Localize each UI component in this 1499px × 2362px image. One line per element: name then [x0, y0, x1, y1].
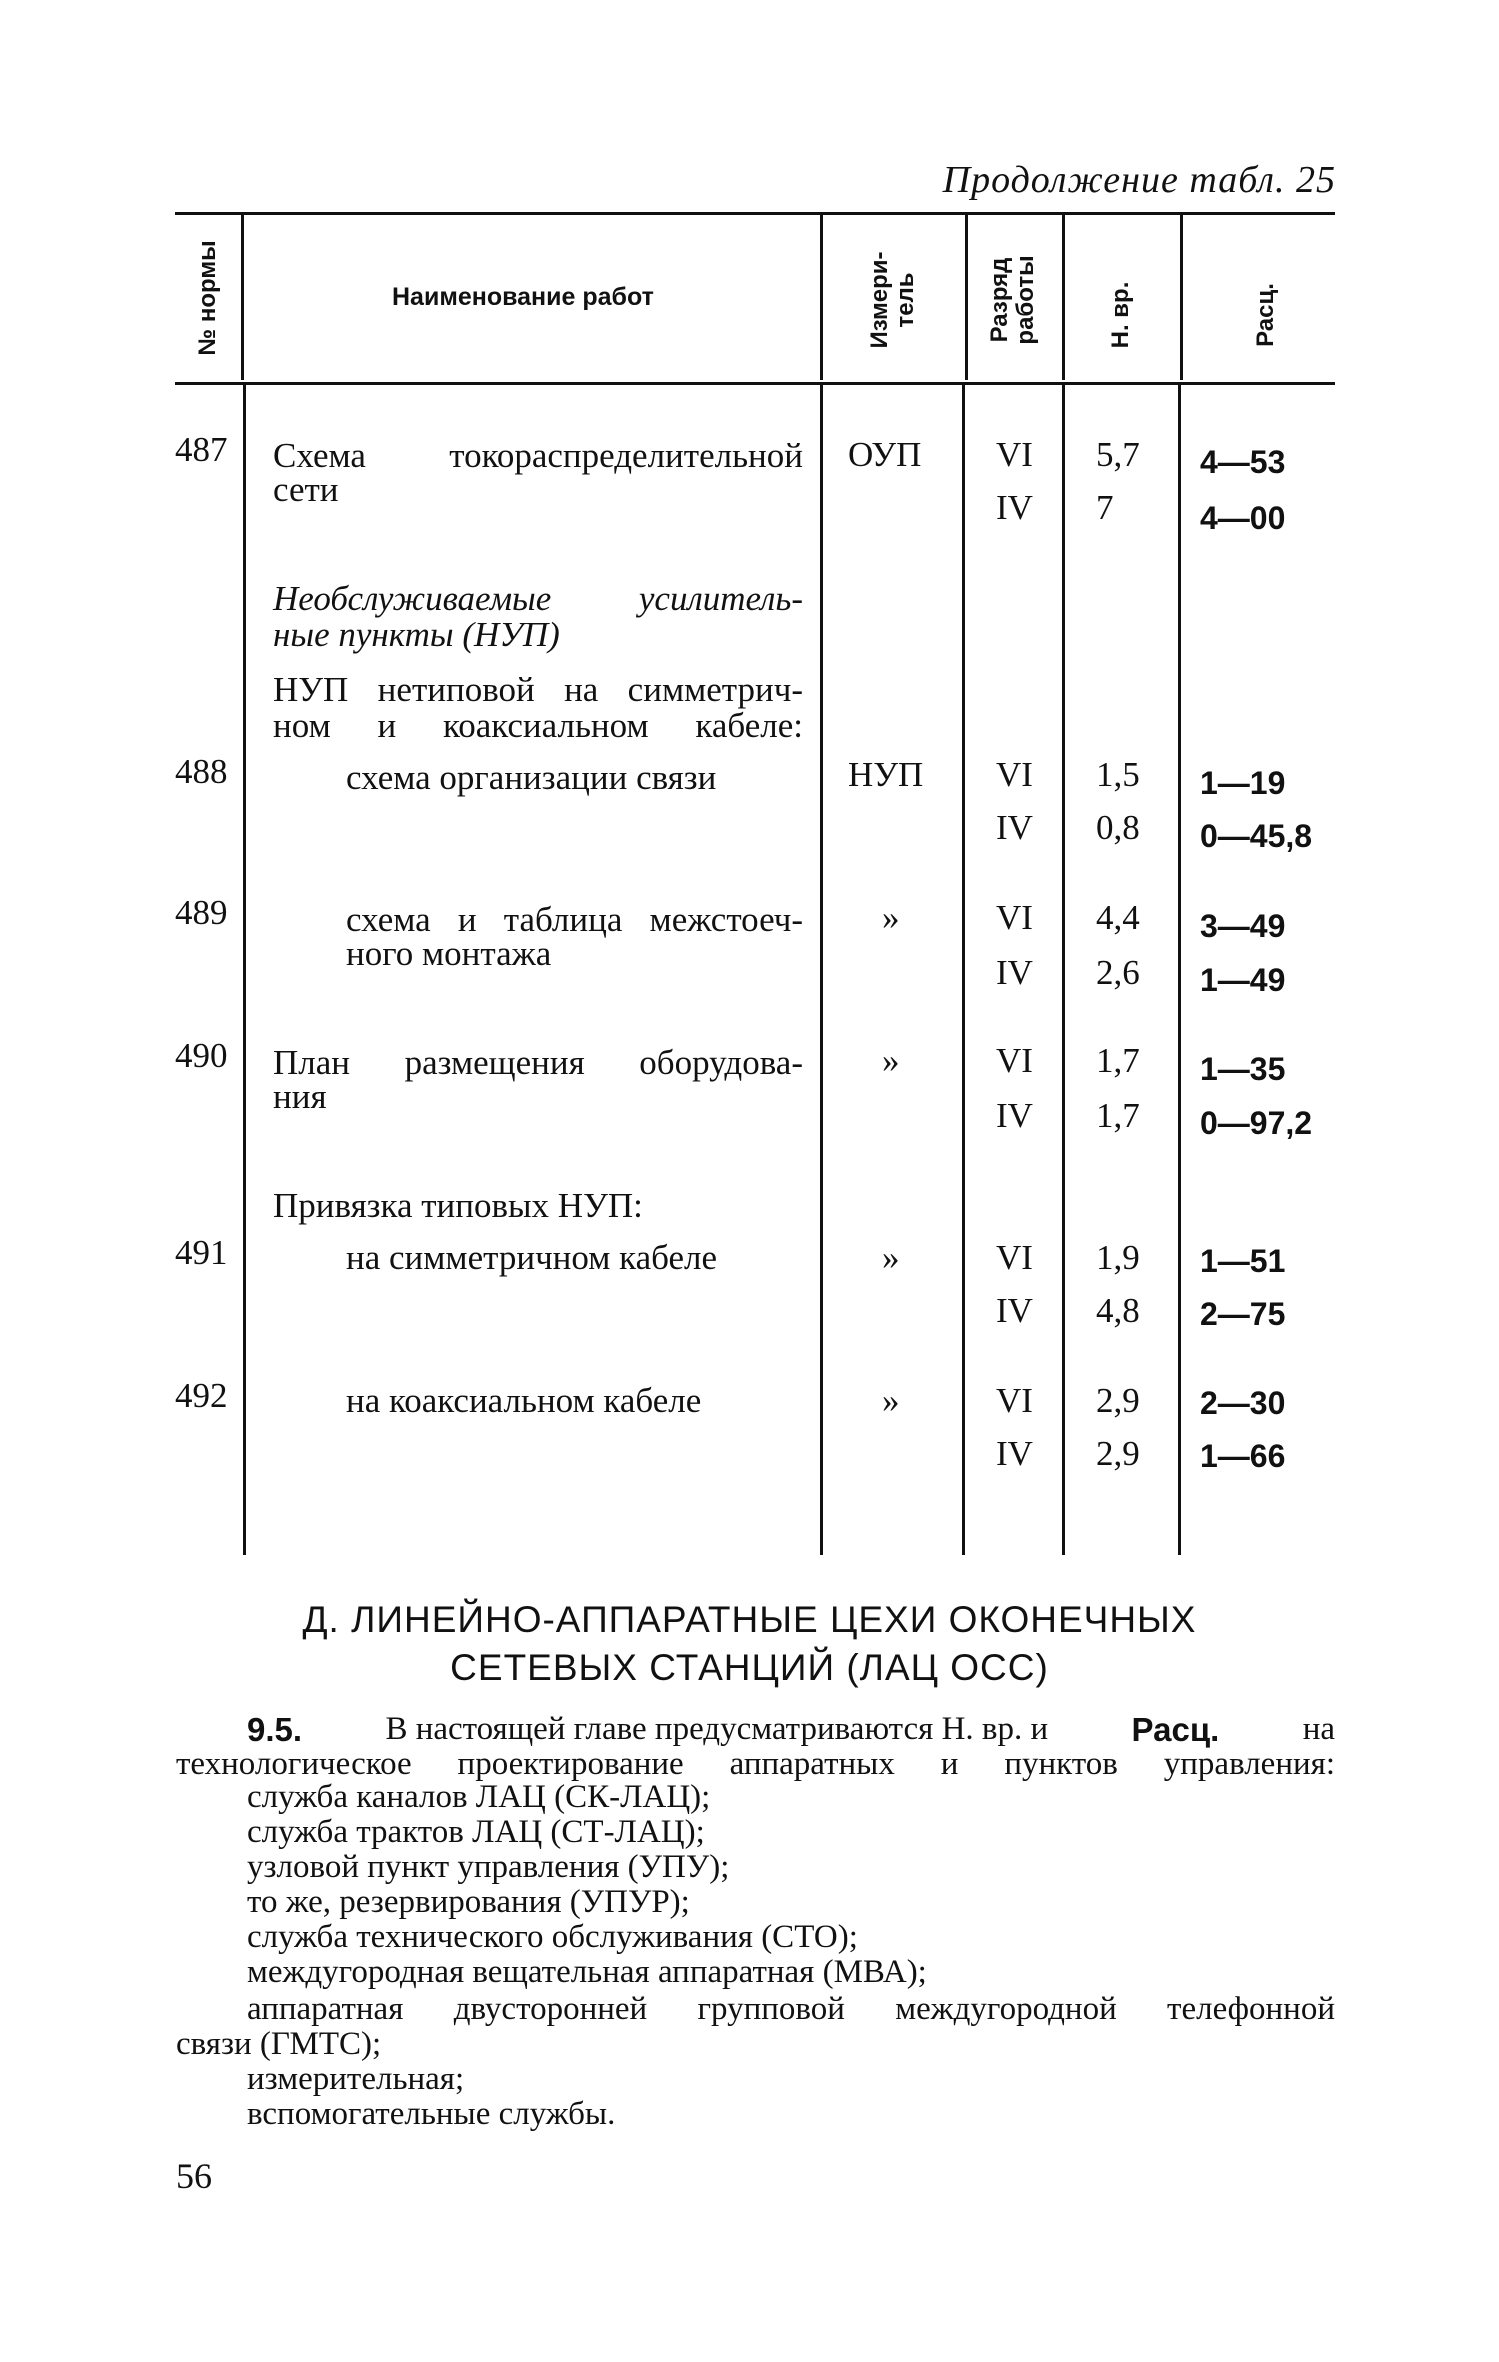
row-489-grade-1: VI — [996, 898, 1033, 937]
list-item: то же, резервирования (УПУР); — [247, 1884, 690, 1920]
section-title-line2: СЕТЕВЫХ СТАНЦИЙ (ЛАЦ ОСС) — [450, 1647, 1049, 1688]
row-490-name-line1: План размещения оборудова- — [273, 1043, 803, 1082]
list-item: междугородная вещательная аппаратная (МВА); — [247, 1954, 927, 1990]
col-header-grade-l2: работы — [1012, 255, 1039, 345]
col-header-meter — [867, 251, 919, 348]
row-488-time-1: 1,5 — [1096, 755, 1140, 794]
row-490-time-2: 1,7 — [1096, 1096, 1140, 1135]
row-488-price-1: 1—19 — [1200, 765, 1286, 801]
row-492-name: на коаксиальном кабеле — [346, 1381, 702, 1420]
header-col-divider — [965, 215, 968, 380]
row-487-time-2: 7 — [1096, 488, 1114, 527]
row-488-time-2: 0,8 — [1096, 808, 1140, 847]
row-489-time-1: 4,4 — [1096, 898, 1140, 937]
row-487-name-line1: Схема токораспределительной — [273, 436, 803, 475]
row-492-price-2: 1—66 — [1200, 1438, 1286, 1474]
group-heading-line2: ные пункты (НУП) — [273, 615, 560, 654]
paragraph-line1 — [247, 1712, 1335, 1747]
row-487-name-line2: сети — [273, 470, 339, 509]
row-491-time-1: 1,9 — [1096, 1238, 1140, 1277]
section-title-line1: Д. ЛИНЕЙНО-АППАРАТНЫЕ ЦЕХИ ОКОНЕЧНЫХ — [302, 1599, 1197, 1640]
row-489-price-1: 3—49 — [1200, 908, 1286, 944]
row-488-price-2: 0—45,8 — [1200, 818, 1313, 854]
paragraph-line2: технологическое проектирование аппаратных и пунктов управления: — [176, 1746, 1335, 1782]
list-item: узловой пункт управления (УПУ); — [247, 1849, 730, 1885]
row-490-grade-1: VI — [996, 1041, 1033, 1080]
row-492-grade-2: IV — [996, 1434, 1033, 1473]
row-492-meter: » — [882, 1381, 900, 1420]
list-item: служба каналов ЛАЦ (СК-ЛАЦ); — [247, 1779, 711, 1815]
row-489-grade-2: IV — [996, 953, 1033, 992]
row-489-number: 489 — [175, 893, 228, 932]
row-487-number: 487 — [175, 430, 228, 469]
col-header-time: Н. вр. — [1107, 281, 1134, 349]
col-header-name: Наименование работ — [392, 283, 654, 311]
row-487-grade-1: VI — [996, 435, 1033, 474]
list-item-long-line1: аппаратная двусторонней групповой междугородной телефонной — [247, 1991, 1335, 2027]
row-492-grade-1: VI — [996, 1381, 1033, 1420]
row-488-grade-2: IV — [996, 808, 1033, 847]
row-491-price-2: 2—75 — [1200, 1296, 1286, 1332]
row-487-meter: ОУП — [848, 435, 922, 474]
row-490-meter: » — [882, 1041, 900, 1080]
col-header-meter-l1: Измери- — [866, 251, 893, 349]
row-491-time-2: 4,8 — [1096, 1291, 1140, 1330]
body-col-divider — [962, 385, 965, 1555]
paragraph-line1-end: на — [1302, 1711, 1335, 1747]
list-item: служба трактов ЛАЦ (СТ-ЛАЦ); — [247, 1814, 705, 1850]
row-488-grade-1: VI — [996, 755, 1033, 794]
list-item: измерительная; — [247, 2061, 465, 2097]
body-col-divider — [243, 385, 246, 1555]
row-488-name: схема организации связи — [346, 758, 717, 797]
page-number: 56 — [176, 2156, 212, 2196]
row-490-price-2: 0—97,2 — [1200, 1105, 1313, 1141]
row-491-price-1: 1—51 — [1200, 1243, 1286, 1279]
row-488-number: 488 — [175, 752, 228, 791]
paragraph-line1-text: В настоящей главе предусматриваются Н. вр. и — [385, 1711, 1049, 1747]
table-continued-caption: Продолжение табл. 25 — [942, 159, 1336, 201]
col-header-meter-l2: тель — [892, 272, 919, 328]
body-col-divider — [1178, 385, 1181, 1555]
row-490-name-line2: ния — [273, 1077, 327, 1116]
col-header-price: Расц. — [1252, 283, 1279, 347]
row-488-meter: НУП — [848, 755, 924, 794]
table-header-rule — [175, 382, 1335, 385]
row-487-price-1: 4—53 — [1200, 444, 1286, 480]
row-489-price-2: 1—49 — [1200, 962, 1286, 998]
row-492-number: 492 — [175, 1376, 228, 1415]
body-col-divider — [820, 385, 823, 1555]
subgroup-heading-line1: НУП нетиповой на симметрич- — [273, 670, 803, 709]
row-491-grade-1: VI — [996, 1238, 1033, 1277]
paragraph-number: 9.5. — [247, 1711, 303, 1748]
row-489-name-line1: схема и таблица межстоеч- — [346, 900, 803, 939]
row-491-meter: » — [882, 1238, 900, 1277]
row-487-time-1: 5,7 — [1096, 435, 1140, 474]
list-item: вспомогательные службы. — [247, 2096, 616, 2132]
paragraph-line1-bold: Расц. — [1131, 1711, 1220, 1748]
col-header-norm: № нормы — [194, 240, 221, 356]
body-col-divider — [1062, 385, 1065, 1555]
header-col-divider — [241, 215, 244, 380]
row-487-grade-2: IV — [996, 488, 1033, 527]
row-489-name-line2: ного монтажа — [346, 934, 552, 973]
header-col-divider — [1180, 215, 1183, 380]
row-491-number: 491 — [175, 1233, 228, 1272]
list-item: служба технического обслуживания (СТО); — [247, 1919, 858, 1955]
row-492-time-1: 2,9 — [1096, 1381, 1140, 1420]
col-header-grade-l1: Разряд — [986, 257, 1013, 343]
row-490-price-1: 1—35 — [1200, 1051, 1286, 1087]
col-header-grade — [987, 255, 1039, 344]
list-item-long-line2: связи (ГМТС); — [176, 2026, 382, 2062]
row-490-grade-2: IV — [996, 1096, 1033, 1135]
header-col-divider — [1062, 215, 1065, 380]
row-491-grade-2: IV — [996, 1291, 1033, 1330]
subgroup2-heading: Привязка типовых НУП: — [273, 1186, 643, 1225]
row-490-time-1: 1,7 — [1096, 1041, 1140, 1080]
row-492-price-1: 2—30 — [1200, 1385, 1286, 1421]
table-top-rule — [175, 212, 1335, 215]
row-489-meter: » — [882, 898, 900, 937]
row-487-price-2: 4—00 — [1200, 500, 1286, 536]
row-491-name: на симметричном кабеле — [346, 1238, 718, 1277]
group-heading-line1: Необслуживаемые усилитель- — [273, 579, 803, 618]
row-492-time-2: 2,9 — [1096, 1434, 1140, 1473]
row-490-number: 490 — [175, 1036, 228, 1075]
header-col-divider — [820, 215, 823, 380]
subgroup-heading-line2: ном и коаксиальном кабеле: — [273, 706, 803, 745]
row-489-time-2: 2,6 — [1096, 953, 1140, 992]
